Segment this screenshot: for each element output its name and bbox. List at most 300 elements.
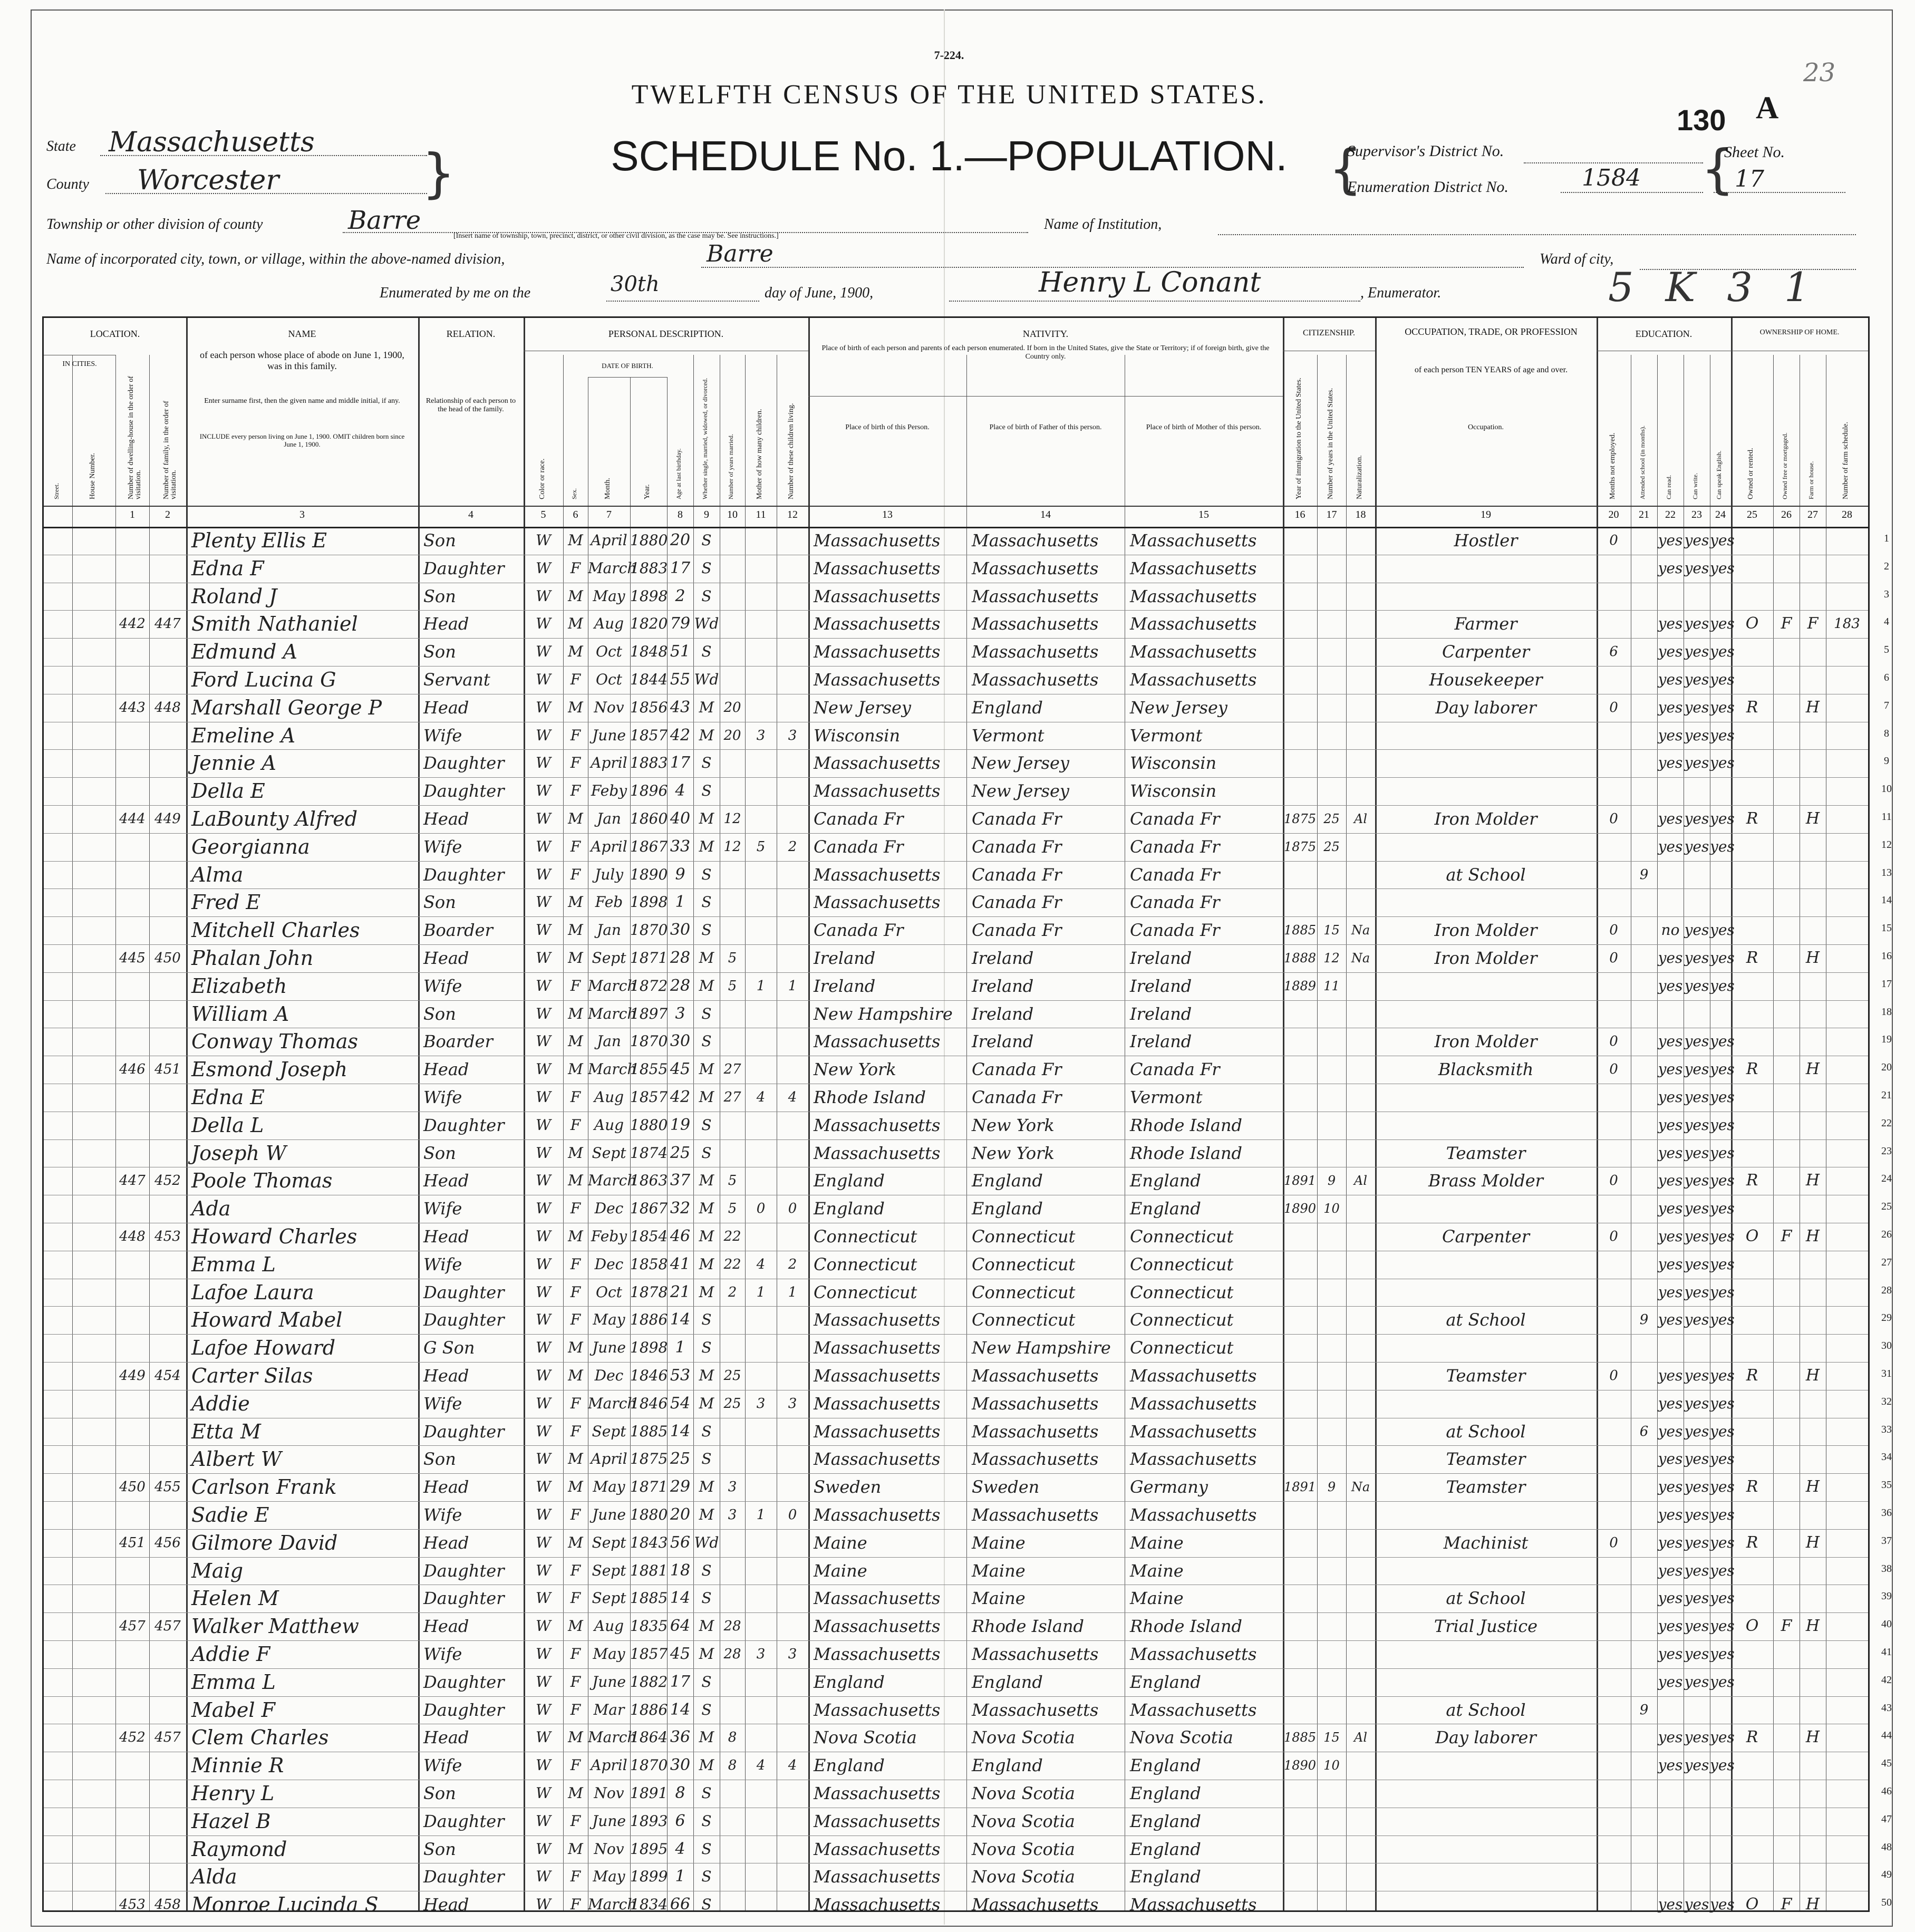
table-row [44, 1752, 1868, 1780]
cell-pf: Massachusetts [972, 558, 1099, 578]
cell-rd: yes [1658, 1450, 1683, 1468]
cell-occ: Carpenter [1442, 642, 1530, 662]
column-number: 24 [1715, 509, 1726, 520]
cell-rel: Head [423, 1727, 469, 1748]
cell-ys: 11 [1323, 978, 1340, 993]
county-value: Worcester [137, 165, 279, 196]
cell-wr: yes [1684, 1478, 1709, 1496]
cell-ms: S [701, 1784, 712, 1802]
table-row [44, 1084, 1868, 1112]
cell-en: yes [1710, 698, 1735, 716]
cell-rel: Wife [423, 725, 462, 746]
sheet-field [1714, 166, 1845, 193]
cell-age: 20 [670, 1505, 691, 1524]
cell-pf: Connecticut [972, 1254, 1076, 1274]
cell-rd: yes [1658, 1673, 1683, 1691]
census-title: TWELFTH CENSUS OF THE UNITED STATES. [631, 80, 1267, 110]
cell-sex: F [570, 1311, 581, 1329]
cell-pf: Massachusetts [972, 614, 1099, 634]
cell-mo: March [588, 1394, 637, 1412]
cell-rel: Wife [423, 1755, 462, 1776]
cell-pf: Nova Scotia [972, 1839, 1075, 1859]
cell-fh: H [1805, 1227, 1820, 1245]
cell-rel: Wife [423, 836, 462, 857]
occupation-header: OCCUPATION, TRADE, OR PROFESSION [1405, 326, 1578, 337]
cell-rel: Son [423, 642, 456, 662]
cell-mc: 1 [756, 1507, 766, 1523]
cell-mo: May [593, 587, 625, 605]
column-label: Place of birth of this Person. [845, 423, 930, 431]
row-number: 5 [1884, 644, 1889, 656]
cell-mo: Aug [594, 1116, 624, 1134]
county-field [105, 165, 427, 194]
cell-mo: Aug [594, 615, 624, 633]
cell-ym: 22 [723, 1229, 741, 1244]
name-incl: INCLUDE every person living on June 1, 1900. OMIT children born since June 1, 1900. [199, 432, 405, 448]
cell-col: W [536, 1228, 551, 1245]
cell-pm: England [1130, 1171, 1201, 1191]
citizenship-header: CITIZENSHIP. [1302, 329, 1356, 337]
cell-me: 0 [1609, 950, 1618, 966]
cell-fam: 448 [154, 699, 181, 716]
cell-occ: Machinist [1443, 1532, 1529, 1553]
cell-wr: yes [1684, 726, 1709, 744]
cell-pb: Massachusetts [814, 1393, 941, 1414]
cell-age: 56 [670, 1533, 691, 1552]
cell-en: yes [1710, 837, 1735, 855]
cell-rel: Wife [423, 1393, 462, 1414]
cell-sex: M [568, 1728, 583, 1746]
cell-col: W [536, 587, 551, 605]
cell-nat: Na [1351, 951, 1370, 965]
cell-sex: M [568, 1004, 583, 1022]
cell-ms: M [699, 1060, 714, 1078]
cell-occ: Housekeeper [1429, 670, 1543, 690]
cell-yr: 1835 [630, 1617, 668, 1635]
cell-rd: yes [1658, 1589, 1683, 1607]
cell-sex: M [568, 1617, 583, 1635]
cell-name: Lafoe Howard [191, 1336, 336, 1360]
cell-sex: M [568, 1339, 583, 1357]
cell-own: O [1745, 614, 1759, 633]
cell-ms: M [699, 1228, 714, 1245]
cell-rd: yes [1658, 643, 1683, 661]
cell-age: 1 [675, 1338, 685, 1357]
cell-sex: F [570, 1283, 581, 1301]
cell-rd: yes [1658, 532, 1683, 549]
cell-rd: yes [1658, 615, 1683, 633]
cell-pb: Massachusetts [814, 1143, 941, 1163]
cell-en: yes [1710, 921, 1735, 939]
cell-sex: F [570, 782, 581, 800]
cell-yr: 1864 [630, 1728, 668, 1746]
column-label: Number of years in the United States. [1326, 388, 1334, 499]
cell-pm: Massachusetts [1130, 670, 1257, 690]
cell-col: W [536, 643, 551, 661]
cell-mo: April [591, 1450, 627, 1468]
cell-rel: Wife [423, 1087, 462, 1107]
cell-ms: S [701, 921, 712, 939]
table-row [44, 1279, 1868, 1307]
cell-sex: M [568, 1533, 583, 1551]
cell-ym: 27 [723, 1089, 741, 1105]
cell-mo: Oct [596, 671, 622, 688]
cell-rd: yes [1658, 1478, 1683, 1496]
cell-age: 55 [670, 670, 691, 689]
cell-col: W [536, 1756, 551, 1774]
cell-name: Ford Lucina G [191, 668, 336, 691]
cell-pf: Maine [972, 1588, 1026, 1609]
table-row [44, 833, 1868, 861]
cell-fm: F [1781, 1895, 1792, 1914]
cell-dw: 448 [119, 1229, 146, 1244]
column-number: 15 [1198, 509, 1209, 520]
cell-ms: S [701, 893, 712, 911]
cell-rd: yes [1658, 1200, 1683, 1218]
column-number: 14 [1040, 509, 1051, 520]
cell-rel: G Son [423, 1338, 475, 1358]
cell-rd: no [1661, 921, 1680, 939]
row-number: 38 [1881, 1562, 1892, 1574]
cell-rel: Son [423, 1839, 456, 1859]
cell-pf: Nova Scotia [972, 1811, 1075, 1831]
cell-wr: yes [1684, 1533, 1709, 1551]
in-cities-header: IN CITIES. [62, 360, 97, 368]
table-row [44, 1836, 1868, 1863]
cell-wr: yes [1684, 643, 1709, 661]
cell-ms: S [701, 1868, 712, 1886]
cell-sex: F [570, 1255, 581, 1273]
ward-label: Ward of city, [1540, 251, 1614, 267]
cell-rel: Son [423, 1143, 456, 1163]
cell-rel: Wife [423, 1199, 462, 1219]
cell-mo: Sept [592, 1422, 626, 1440]
cell-fh: H [1805, 1060, 1820, 1079]
occupation-desc: of each person TEN YEARS of age and over. [1414, 365, 1568, 374]
cell-wr: yes [1684, 1311, 1709, 1329]
cell-en: yes [1710, 1088, 1735, 1106]
cell-en: yes [1710, 1060, 1735, 1078]
cell-pb: Massachusetts [814, 1031, 941, 1052]
cell-name: Alma [191, 863, 244, 886]
cell-mc: 3 [756, 727, 766, 743]
cell-im: 1875 [1283, 839, 1317, 854]
cell-rd: yes [1658, 1311, 1683, 1329]
table-row [44, 722, 1868, 750]
table-row [44, 1473, 1868, 1501]
cell-pb: Massachusetts [814, 1811, 941, 1831]
day-value: 30th [611, 272, 660, 296]
cell-ms: M [699, 1645, 714, 1663]
cell-sex: F [570, 837, 581, 855]
cell-pf: Massachusetts [972, 642, 1099, 662]
cell-wr: yes [1684, 1673, 1709, 1691]
cell-ms: M [699, 1478, 714, 1496]
cell-col: W [536, 1283, 551, 1301]
cell-pf: England [972, 1755, 1043, 1776]
cell-ms: S [701, 1339, 712, 1357]
cell-col: W [536, 782, 551, 800]
cell-occ: at School [1446, 1310, 1526, 1330]
cell-mo: June [592, 1812, 626, 1830]
form-number: 7-224. [934, 49, 964, 62]
cell-sex: M [568, 643, 583, 661]
column-number: 27 [1807, 509, 1818, 520]
cell-age: 9 [675, 865, 685, 884]
cell-fam: 457 [154, 1730, 181, 1746]
cell-yr: 1834 [630, 1896, 668, 1914]
column-number: 8 [678, 509, 683, 520]
cell-wr: yes [1684, 754, 1709, 772]
cell-rel: Boarder [423, 920, 493, 941]
cell-pf: Connecticut [972, 1282, 1076, 1302]
cell-own: O [1745, 1895, 1759, 1914]
cell-pb: Massachusetts [814, 781, 941, 801]
cell-name: Mabel F [191, 1698, 275, 1722]
table-row [44, 944, 1868, 972]
cell-rd: yes [1658, 977, 1683, 994]
cell-sex: M [568, 698, 583, 716]
cell-name: Albert W [191, 1447, 282, 1471]
name-desc: of each person whose place of abode on June 1, 1900, was in this family. [200, 350, 404, 371]
cell-age: 64 [670, 1617, 691, 1636]
cell-name: Addie [191, 1392, 250, 1415]
row-number: 34 [1881, 1451, 1892, 1463]
cell-pb: Rhode Island [814, 1087, 926, 1107]
cell-occ: at School [1446, 1588, 1526, 1609]
cell-sex: F [570, 1645, 581, 1663]
cell-wr: yes [1684, 1283, 1709, 1301]
cell-col: W [536, 532, 551, 549]
cell-pb: Wisconsin [814, 725, 901, 746]
cell-yr: 1870 [630, 921, 668, 939]
row-number: 24 [1881, 1173, 1892, 1185]
cell-sex: F [570, 1422, 581, 1440]
cell-name: Carlson Frank [191, 1475, 337, 1499]
cell-rd: yes [1658, 1728, 1683, 1746]
cell-rd: yes [1658, 754, 1683, 772]
column-number: 10 [727, 509, 738, 520]
cell-wr: yes [1684, 1728, 1709, 1746]
cell-ms: M [699, 810, 714, 827]
column-label: Owned or rented. [1747, 448, 1755, 499]
cell-pb: Massachusetts [814, 1839, 941, 1859]
column-label: Age at last birthday. [675, 448, 682, 499]
cell-rel: Wife [423, 1254, 462, 1274]
cell-age: 1 [675, 893, 685, 912]
cell-sex: F [570, 1673, 581, 1691]
cell-col: W [536, 893, 551, 911]
cell-pb: Nova Scotia [814, 1727, 917, 1748]
cell-fam: 457 [154, 1618, 181, 1635]
cell-sex: F [570, 726, 581, 744]
cell-pb: Massachusetts [814, 1449, 941, 1470]
cell-rel: Servant [423, 670, 490, 690]
cell-pf: New York [972, 1143, 1055, 1163]
sheet-label: Sheet No. [1724, 143, 1785, 161]
cell-dw: 445 [119, 950, 146, 966]
cell-sex: M [568, 893, 583, 911]
cell-sex: M [568, 1784, 583, 1802]
cell-mc: 3 [756, 1646, 766, 1662]
column-number: 23 [1691, 509, 1702, 520]
cell-rel: Son [423, 530, 456, 550]
cell-cl: 1 [788, 1284, 797, 1300]
cell-pb: Massachusetts [814, 1310, 941, 1330]
cell-sch: 9 [1639, 1312, 1649, 1328]
cell-wr: yes [1684, 1200, 1709, 1218]
cell-ym: 20 [723, 699, 741, 716]
cell-mo: Feby [591, 1228, 627, 1245]
cell-pf: Massachusetts [972, 1393, 1099, 1414]
cell-rd: yes [1658, 726, 1683, 744]
cell-wr: yes [1684, 1756, 1709, 1774]
supervisor-label: Supervisor's District No. [1347, 142, 1504, 160]
cell-me: 6 [1609, 644, 1618, 660]
cell-im: 1885 [1283, 923, 1317, 938]
cell-rel: Daughter [423, 1421, 505, 1442]
cell-pm: Massachusetts [1130, 558, 1257, 578]
cell-age: 4 [675, 1839, 685, 1858]
cell-cl: 4 [788, 1089, 797, 1105]
cell-pf: Canada Fr [972, 1087, 1062, 1107]
cell-occ: Teamster [1446, 1449, 1526, 1470]
state-value: Massachusetts [109, 127, 315, 158]
cell-rel: Son [423, 1003, 456, 1024]
row-number: 26 [1881, 1229, 1892, 1240]
cell-yr: 1898 [630, 587, 668, 605]
cell-yr: 1863 [630, 1172, 668, 1190]
cell-pm: Connecticut [1130, 1282, 1234, 1302]
cell-en: yes [1710, 1311, 1735, 1329]
table-row [44, 888, 1868, 916]
cell-name: Monroe Lucinda S [191, 1893, 379, 1917]
row-number: 9 [1884, 755, 1889, 767]
cell-ms: S [701, 754, 712, 772]
cell-rd: yes [1658, 1561, 1683, 1579]
cell-rel: Daughter [423, 1560, 505, 1581]
column-number: 16 [1294, 509, 1305, 520]
cell-yr: 1874 [630, 1144, 668, 1162]
cell-mo: Feb [595, 893, 623, 911]
cell-en: yes [1710, 1032, 1735, 1050]
cell-occ: Brass Molder [1428, 1171, 1543, 1191]
cell-me: 0 [1609, 1173, 1618, 1189]
cell-ms: M [699, 1394, 714, 1412]
cell-sex: F [570, 1756, 581, 1774]
column-label: Mother of how many children. [756, 409, 763, 499]
cell-yr: 1875 [630, 1450, 668, 1468]
cell-rd: yes [1658, 1756, 1683, 1774]
row-number: 31 [1881, 1368, 1892, 1379]
column-label: Place of birth of Mother of this person. [1146, 423, 1262, 431]
cell-pm: England [1130, 1783, 1201, 1803]
cell-yr: 1844 [630, 671, 668, 688]
cell-sex: F [570, 977, 581, 994]
cell-pm: Germany [1130, 1477, 1208, 1498]
cell-ms: S [701, 1812, 712, 1830]
cell-yr: 1891 [630, 1784, 668, 1802]
cell-sex: F [570, 754, 581, 772]
cell-mo: March [588, 559, 637, 577]
cell-rd: yes [1658, 1255, 1683, 1273]
cell-yr: 1857 [630, 726, 668, 744]
cell-fam: 455 [154, 1479, 181, 1495]
table-row [44, 1557, 1868, 1585]
cell-en: yes [1710, 1200, 1735, 1218]
cell-en: yes [1710, 977, 1735, 994]
cell-sex: M [568, 1060, 583, 1078]
table-row [44, 1445, 1868, 1473]
cell-mo: May [593, 1868, 625, 1886]
cell-pb: Massachusetts [814, 1867, 941, 1887]
cell-yr: 1878 [630, 1283, 668, 1301]
cell-pm: Ireland [1130, 1003, 1192, 1024]
cell-col: W [536, 1394, 551, 1412]
cell-col: W [536, 977, 551, 994]
cell-mc: 4 [756, 1089, 766, 1105]
cell-pb: Massachusetts [814, 558, 941, 578]
cell-pm: Massachusetts [1130, 1449, 1257, 1470]
cell-pm: England [1130, 1755, 1201, 1776]
cell-rd: yes [1658, 1032, 1683, 1050]
cell-yr: 1881 [630, 1561, 668, 1579]
cell-col: W [536, 1450, 551, 1468]
cell-age: 79 [670, 614, 691, 633]
cell-fam: 450 [154, 950, 181, 966]
cell-ms: M [699, 1172, 714, 1190]
cell-pm: England [1130, 1199, 1201, 1219]
row-number: 16 [1881, 950, 1892, 962]
cell-pm: Massachusetts [1130, 614, 1257, 634]
enumeration-field [1561, 165, 1703, 193]
cell-name: Sadie E [191, 1503, 269, 1527]
schedule-title: SCHEDULE No. 1.—POPULATION. [611, 132, 1288, 179]
cell-col: W [536, 1561, 551, 1579]
cell-pm: Canada Fr [1130, 809, 1220, 829]
cell-sch: 9 [1639, 1702, 1649, 1718]
row-number: 17 [1881, 978, 1892, 990]
cell-me: 0 [1609, 1534, 1618, 1551]
column-label: Months not employed. [1608, 432, 1617, 499]
cell-yr: 1858 [630, 1255, 668, 1273]
cell-col: W [536, 921, 551, 939]
cell-col: W [536, 559, 551, 577]
cell-pf: Massachusetts [972, 1699, 1099, 1720]
cell-me: 0 [1609, 699, 1618, 716]
cell-rel: Head [423, 1477, 469, 1498]
cell-mo: Dec [594, 1200, 624, 1218]
cell-wr: yes [1684, 1060, 1709, 1078]
row-number: 36 [1881, 1507, 1892, 1519]
cell-rel: Daughter [423, 753, 505, 774]
cell-ys: 10 [1323, 1201, 1340, 1216]
cell-pm: Canada Fr [1130, 836, 1220, 857]
personal-header: PERSONAL DESCRIPTION. [608, 329, 724, 339]
cell-wr: yes [1684, 1144, 1709, 1162]
cell-pb: England [814, 1755, 885, 1776]
cell-yr: 1872 [630, 977, 668, 994]
cell-pf: Massachusetts [972, 1895, 1099, 1915]
page-stamp: 130 [1677, 103, 1726, 137]
cell-fam: 458 [154, 1897, 181, 1913]
cell-rd: yes [1658, 1088, 1683, 1106]
table-row [44, 1501, 1868, 1529]
cell-rd: yes [1658, 1533, 1683, 1551]
cell-pf: Canada Fr [972, 809, 1062, 829]
cell-sex: M [568, 1032, 583, 1050]
cell-occ: Hostler [1454, 530, 1518, 550]
